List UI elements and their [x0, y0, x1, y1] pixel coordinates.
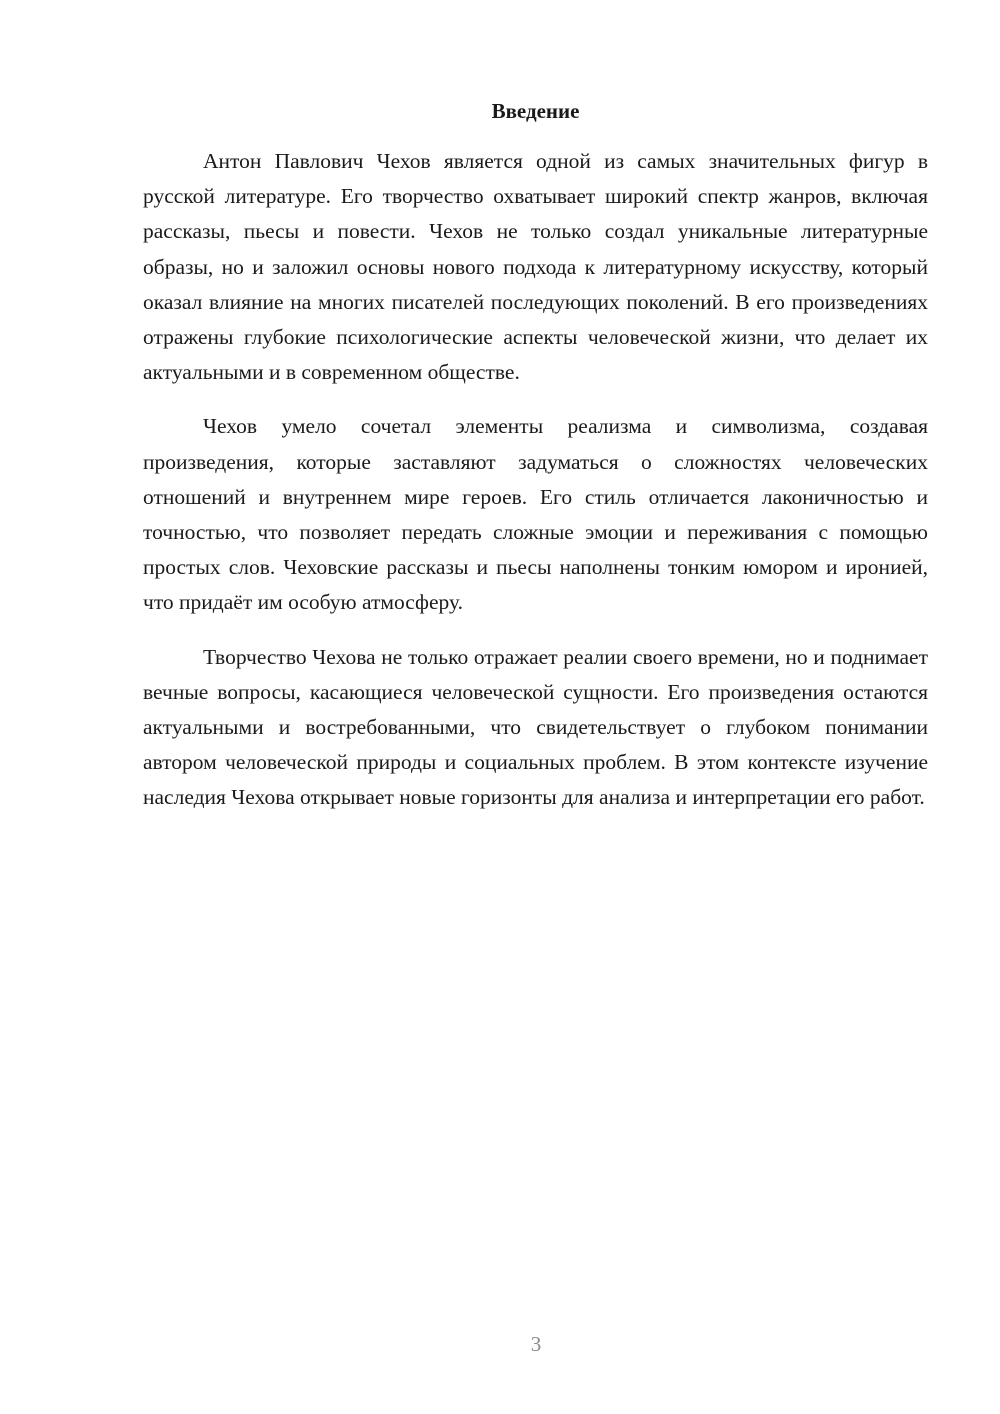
paragraph-2: Чехов умело сочетал элементы реализма и символизма, создавая произведения, которые заставляют задуматься о сложностях человеческих отношений и внутреннем мире героев. Его стиль отличается лаконичностью и точностью, что позволяет передать сложные эмоции и переживания с помощью простых слов. Чеховские рассказы и пьесы наполнены тонким юмором и иронией, что придаёт им особую атмосферу.: [143, 414, 928, 615]
paragraph-1: Антон Павлович Чехов является одной из самых значительных фигур в русской литературе. Его творчество охватывает широкий спектр жанров, включая рассказы, пьесы и повести. Чехов не только создал уникальные литературные образы, но и заложил основы нового подхода к литературному искусству, который оказал влияние на многих писателей последующих поколений. В его произведениях отражены глубокие психологические аспекты человеческой жизни, что делает их актуальными и в современном обществе.: [143, 149, 928, 385]
section-heading: Введение: [491, 99, 580, 123]
page-content: [143, 92, 928, 835]
paragraph-3: Творчество Чехова не только отражает реалии своего времени, но и поднимает вечные вопросы, касающиеся человеческой сущности. Его произведения остаются актуальными и востребованными, что свидетельствует о глубоком понимании автором человеческой природы и социальных проблем. В этом контексте изучение наследия Чехова открывает новые горизонты для анализа и интерпретации его работ.: [143, 644, 928, 810]
page-number: 3: [530, 1332, 542, 1356]
